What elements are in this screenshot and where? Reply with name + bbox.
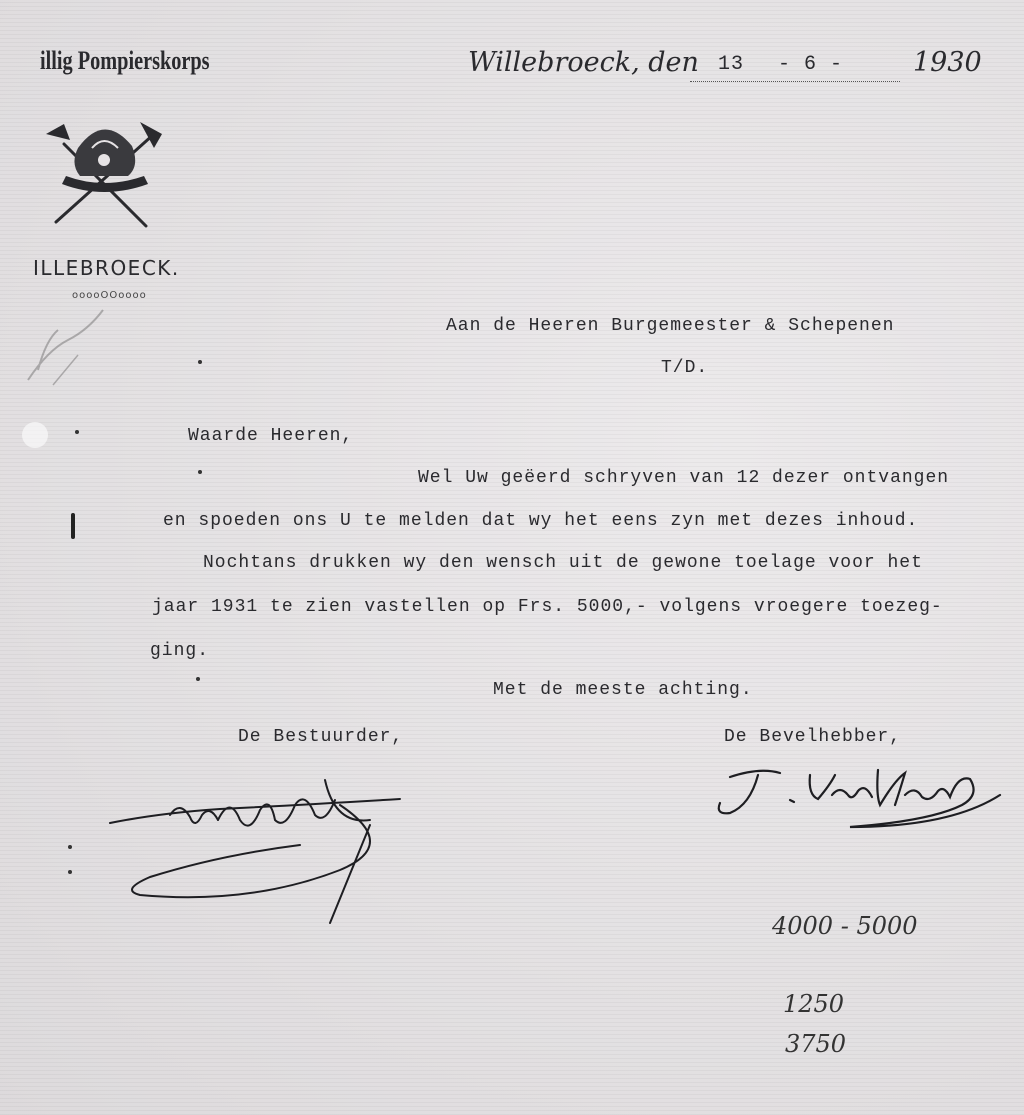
right-signature-text: J. Van Hoeck xyxy=(700,755,706,756)
right-signature xyxy=(700,755,1010,845)
firefighter-helmet-crossed-axes-icon xyxy=(36,104,171,234)
faint-stamp-mark xyxy=(18,300,113,395)
right-signatory-title: De Bevelhebber, xyxy=(724,727,902,747)
town-caption: ILLEBROECK. xyxy=(33,256,180,280)
salutation: Waarde Heeren, xyxy=(188,426,354,446)
organization-name: illig Pompierskorps xyxy=(40,46,210,75)
place-text: Willebroeck, den xyxy=(468,47,699,78)
punch-hole xyxy=(22,422,48,448)
speck xyxy=(68,845,72,849)
date-year: 1930 xyxy=(913,47,982,78)
speck xyxy=(68,870,72,874)
body-line: Nochtans drukken wy den wensch uit de gewone toelage voor het xyxy=(203,553,923,573)
body-line: en spoeden ons U te melden dat wy het eens zyn met dezes inhoud. xyxy=(163,511,919,531)
body-line: ging. xyxy=(150,641,210,661)
speck xyxy=(198,360,202,364)
place-date-line xyxy=(468,47,988,87)
speck xyxy=(75,430,79,434)
closing-line: Met de meeste achting. xyxy=(493,680,753,700)
body-line: jaar 1931 te zien vastellen op Frs. 5000,- volgens vroegere toezeg- xyxy=(152,597,943,617)
date-month: - 6 - xyxy=(778,53,844,76)
left-signatory-title: De Bestuurder, xyxy=(238,727,404,747)
date-underline xyxy=(690,81,900,82)
speck xyxy=(198,470,202,474)
margin-note: 4000 - 5000 xyxy=(772,912,918,940)
margin-mark xyxy=(71,513,75,539)
body-line: Wel Uw geëerd schryven van 12 dezer ontvangen xyxy=(418,468,950,488)
addressee-line: Aan de Heeren Burgemeester & Schepenen xyxy=(446,316,895,336)
ornament-divider: ooooOOoooo xyxy=(72,290,147,301)
margin-note: 3750 xyxy=(785,1030,847,1058)
speck xyxy=(196,677,200,681)
addressee-td: T/D. xyxy=(661,358,709,378)
left-signature xyxy=(100,765,410,930)
margin-note: 1250 xyxy=(783,990,845,1018)
date-day: 13 xyxy=(718,53,745,76)
